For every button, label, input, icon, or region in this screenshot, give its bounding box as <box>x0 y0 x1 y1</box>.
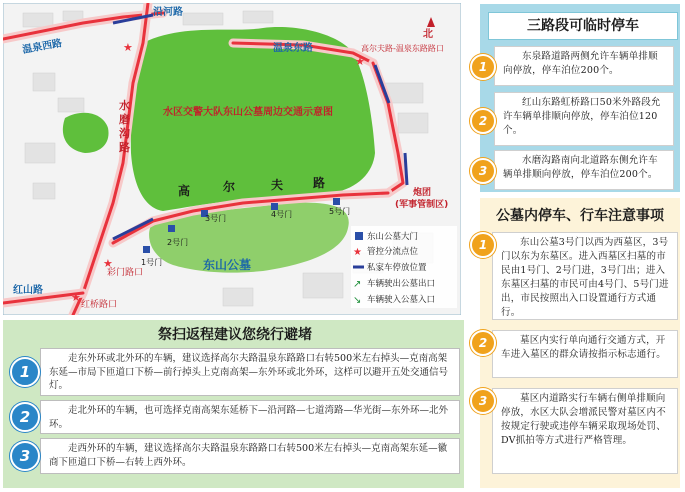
svg-text:水: 水 <box>119 99 130 112</box>
north-label: 北 <box>423 29 433 40</box>
temporary-parking-title: 三路段可临时停车 <box>488 12 678 40</box>
svg-text:私家车停放位置: 私家车停放位置 <box>367 263 427 273</box>
parking-item-3-badge: 3 <box>470 158 496 184</box>
notes-item-1: 东山公墓3号门以西为西墓区，3号门以东为东墓区。进入西墓区扫墓的市民由1号门、2号门进，3号门出；进入东墓区扫墓的市民可由4号门、5号门进出，市民按照出入口设置通行方式通行。 <box>492 232 678 320</box>
parking-item-3: 水磨沟路南向北道路东侧允许车辆单排顺向停放，停车泊位200个。 <box>494 150 674 190</box>
detour-item-3-badge: 3 <box>10 441 40 471</box>
svg-text:路: 路 <box>313 176 326 190</box>
svg-text:路: 路 <box>119 141 130 154</box>
svg-text:车辆驶入公墓入口: 车辆驶入公墓入口 <box>367 295 436 305</box>
notes-item-3: 墓区内道路实行车辆右侧单排顺向停放，水区大队会增派民警对墓区内不按规定行驶或违停车辆采取现场处罚、DV抓拍等方式进行严格管理。 <box>492 388 678 474</box>
label-paotuan: 炮团 <box>413 188 432 198</box>
label-wenquan-east: 温泉东路 <box>273 43 313 54</box>
label-yanhe: 沿河路 <box>153 7 183 18</box>
detour-item-3: 走西外环的车辆，建议选择高尔夫路温泉东路路口右转500米左右掉头—克南高架东延—徽商下匝道口下桥—右转上西外环。 <box>40 438 460 474</box>
gate-legend-icon <box>355 232 363 240</box>
svg-text:夫: 夫 <box>271 178 284 192</box>
label-wenquan-west: 温泉西路 <box>21 38 63 56</box>
svg-text:5号门: 5号门 <box>329 207 351 216</box>
label-paotuan-sub: (军事管制区) <box>395 200 449 210</box>
star-legend-icon: ★ <box>353 247 362 258</box>
detour-item-1-badge: 1 <box>10 357 40 387</box>
cemetery-notes-title: 公墓内停车、行车注意事项 <box>496 208 664 224</box>
svg-text:★: ★ <box>71 291 81 304</box>
map-title: 水区交警大队东山公墓周边交通示意图 <box>163 107 333 118</box>
detour-item-1: 走东外环或北外环的车辆，建议选择高尔夫路温泉东路路口右转500米左右掉头—克南高架东延—市局下匝道口下桥—前行掉头上克南高架—东外环或北外环，这样可以避开五处交通信号灯。 <box>40 348 460 396</box>
parking-item-2: 红山东路虹桥路口50米外路段允许车辆单排顺向停放，停车泊位120个。 <box>494 92 674 146</box>
label-gaoerfu-junction: 高尔夫路-温泉东路路口 <box>361 44 444 53</box>
svg-text:★: ★ <box>103 257 113 270</box>
parking-item-1: 东泉路道路两侧允许车辆单排顺向停放，停车泊位200个。 <box>494 46 674 86</box>
svg-text:★: ★ <box>123 41 133 54</box>
exit-arrow-icon: ↗ <box>353 279 362 290</box>
svg-text:沟: 沟 <box>119 127 130 140</box>
parking-item-1-badge: 1 <box>470 54 496 80</box>
svg-text:高: 高 <box>178 184 191 198</box>
svg-text:3号门: 3号门 <box>205 214 227 223</box>
svg-text:东山公墓大门: 东山公墓大门 <box>367 232 419 242</box>
svg-text:2号门: 2号门 <box>167 238 189 247</box>
detour-item-2-badge: 2 <box>10 402 40 432</box>
svg-text:磨: 磨 <box>119 113 130 126</box>
map-legend <box>351 226 457 308</box>
svg-text:尔: 尔 <box>223 180 236 194</box>
notes-item-3-badge: 3 <box>470 388 496 414</box>
map <box>3 3 461 315</box>
svg-text:★: ★ <box>355 55 365 68</box>
detour-title: 祭扫返程建议您绕行避堵 <box>158 327 312 343</box>
notes-item-1-badge: 1 <box>470 232 496 258</box>
svg-text:管控分流点位: 管控分流点位 <box>367 247 419 257</box>
label-hongqiao: 红桥路口 <box>81 300 118 310</box>
notes-item-2: 墓区内实行单向通行交通方式，开车进入墓区的群众请按指示标志通行。 <box>492 330 678 378</box>
svg-text:1号门: 1号门 <box>141 258 163 267</box>
notes-item-2-badge: 2 <box>470 330 496 356</box>
svg-text:车辆驶出公墓出口: 车辆驶出公墓出口 <box>367 279 436 289</box>
detour-item-2: 走北外环的车辆，也可选择克南高架东延桥下—沿河路—七道湾路—华光街—东外环—北外环。 <box>40 400 460 434</box>
label-dongshan: 东山公墓 <box>203 258 252 272</box>
label-hongshan: 红山路 <box>13 285 43 296</box>
entry-arrow-icon: ↘ <box>353 295 362 306</box>
label-caihong: 彩门路口 <box>107 268 144 278</box>
parking-item-2-badge: 2 <box>470 108 496 134</box>
svg-text:4号门: 4号门 <box>271 210 293 219</box>
